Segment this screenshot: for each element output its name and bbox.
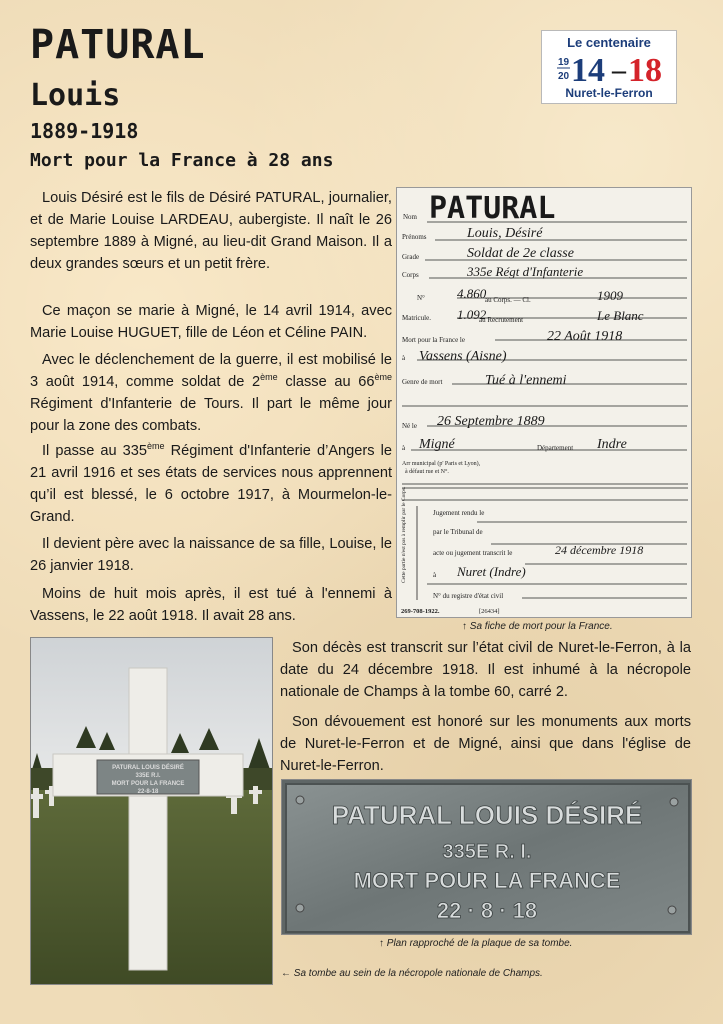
logo-dash: – bbox=[612, 55, 626, 85]
tomb-photo bbox=[30, 637, 273, 985]
cross-plate-line4: 22-8-18 bbox=[137, 789, 159, 795]
fiche-recrutement: Le Blanc bbox=[597, 308, 644, 323]
fiche-mort-scan bbox=[397, 188, 692, 618]
logo-line3: Nuret-le-Ferron bbox=[565, 86, 653, 100]
fiche-label-no: N° bbox=[417, 294, 425, 302]
tomb-photo-image bbox=[31, 638, 273, 985]
fiche-corps: 335e Régt d'Infanterie bbox=[467, 264, 584, 279]
fiche-label-recrutement: au Recrutement bbox=[479, 316, 524, 324]
centenaire-logo bbox=[541, 30, 677, 104]
plaque-photo-image bbox=[282, 780, 692, 935]
fiche-lieu-transcrit: Nuret (Indre) bbox=[457, 564, 526, 579]
bio-paragraph-3 bbox=[30, 349, 392, 437]
fiche-label-corps: Corps bbox=[402, 271, 419, 279]
logo-line1: Le centenaire bbox=[567, 35, 651, 50]
mort-subtitle: Mort pour la France à 28 ans bbox=[30, 150, 334, 171]
cross-plate-line2: 335E R.I. bbox=[135, 773, 161, 779]
bio-p4-a: Il passe au 335 bbox=[42, 443, 148, 459]
logo-1418-graphic bbox=[550, 49, 670, 85]
fiche-label-prenoms: Prénoms bbox=[402, 233, 427, 241]
bio-paragraph-7: Son décès est transcrit sur l’état civil de Nuret-le-Ferron, à la date du 24 décembre 1918. Il est inhumé à la nécropole nationale de Champs à la tombe 60, carré 2. bbox=[280, 640, 691, 700]
fiche-footer-num: [26434] bbox=[479, 608, 500, 615]
cross-plate-line3: MORT POUR LA FRANCE bbox=[111, 781, 185, 787]
cross-plate-line1: PATURAL LOUIS DÉSIRÉ bbox=[112, 765, 184, 771]
life-dates: 1889-1918 bbox=[30, 119, 139, 143]
plaque-line4: 22 · 8 · 18 bbox=[436, 898, 538, 923]
fiche-date-ne: 26 Septembre 1889 bbox=[437, 414, 545, 429]
fiche-label-ne: Né le bbox=[402, 422, 417, 430]
fiche-name: PATURAL bbox=[429, 191, 556, 226]
bio-paragraph-4 bbox=[30, 440, 392, 528]
fiche-classe: 1909 bbox=[597, 288, 623, 303]
plaque-line3: MORT POUR LA FRANCE bbox=[353, 868, 621, 893]
caption-fiche: ↑ Sa fiche de mort pour la France. bbox=[462, 621, 613, 632]
fiche-date-mort: 22 Août 1918 bbox=[547, 329, 623, 344]
fiche-mort-document bbox=[396, 187, 692, 618]
plaque-line2: 335E R. I. bbox=[442, 841, 532, 863]
fiche-label-jugement: Jugement rendu le bbox=[433, 509, 485, 517]
fiche-label-a: à bbox=[402, 354, 406, 362]
bio-p4-sup: ème bbox=[147, 441, 165, 452]
fiche-label-genre: Genre de mort bbox=[402, 378, 443, 386]
bio-p4-b: Régiment d'Infanterie d’Angers le 21 avril 1916 et ses états de services nous apprennent qu’il est blessé, le 6 octobre 1917, à Mourmelon-le-Grand. bbox=[30, 443, 392, 525]
logo-num-18: 18 bbox=[628, 52, 662, 85]
fiche-label-matricule: Matricule. bbox=[402, 314, 431, 322]
fiche-date-transcrit: 24 décembre 1918 bbox=[555, 543, 644, 557]
fiche-label-mort: Mort pour la France le bbox=[402, 336, 465, 344]
fiche-label-arr: Arr municipal (p' Paris et Lyon), bbox=[402, 461, 481, 467]
fiche-label-nom: Nom bbox=[403, 213, 417, 221]
bio-p3-c: Régiment d'Infanterie de Tours. Il part le même jour pour la zone des combats. bbox=[30, 396, 392, 434]
caption-plaque: ↑ Plan rapproché de la plaque de sa tombe. bbox=[379, 938, 573, 949]
bio-p3-sup1: ème bbox=[260, 372, 278, 383]
logo-year-bottom: 20 bbox=[558, 71, 570, 82]
fiche-label-a-2: à bbox=[402, 444, 406, 452]
fiche-no-corps: 4.860 bbox=[457, 286, 487, 301]
fiche-matricule: 1.092 bbox=[457, 307, 487, 322]
fiche-label-acte: acte ou jugement transcrit le bbox=[433, 549, 513, 557]
bio-p3-b: classe au 66 bbox=[277, 374, 375, 390]
fiche-label-arr2: à défaut rue et N°. bbox=[405, 469, 449, 475]
bio-paragraph-8: Son dévouement est honoré sur les monuments aux morts de Nuret-le-Ferron et de Migné, ainsi que dans l'église de Nuret-le-Ferron. bbox=[280, 714, 691, 774]
plaque-line1: PATURAL LOUIS DÉSIRÉ bbox=[331, 800, 643, 830]
fiche-genre: Tué à l'ennemi bbox=[485, 373, 567, 388]
fiche-lieu-ne: Migné bbox=[419, 437, 455, 452]
bio-p3-a: Avec le déclenchement de la guerre, il est mobilisé le 3 août 1914, comme soldat de 2 bbox=[30, 352, 392, 390]
fiche-lieu-mort: Vassens (Aisne) bbox=[419, 349, 507, 364]
bio-p3-sup2: ème bbox=[374, 372, 392, 383]
logo-year-top: 19 bbox=[558, 57, 570, 68]
fiche-label-tribunal: par le Tribunal de bbox=[433, 528, 483, 536]
surname-title: PATURAL bbox=[30, 22, 206, 68]
fiche-side-note: Cette partie n'est pas à remplir par le Corps. bbox=[401, 486, 407, 583]
fiche-footer-code: 269-708-1922. bbox=[401, 608, 440, 615]
bio-paragraph-1: Louis Désiré est le fils de Désiré PATURAL, journalier, et de Marie Louise LARDEAU, aubergiste. Il naît le 26 septembre 1889 à Migné, au lieu-dit Grand Maison. Il a deux grandes sœurs et un petit frère. bbox=[30, 190, 392, 272]
fiche-dept: Indre bbox=[597, 437, 627, 452]
fiche-label-grade: Grade bbox=[402, 253, 420, 261]
fiche-grade: Soldat de 2e classe bbox=[467, 246, 574, 261]
bio-paragraph-5: Il devient père avec la naissance de sa fille, Louise, le 26 janvier 1918. bbox=[30, 536, 392, 574]
bio-paragraph-6: Moins de huit mois après, il est tué à l'ennemi à Vassens, le 22 août 1918. Il avait 28 ans. bbox=[30, 586, 392, 624]
caption-tombe: ← Sa tombe au sein de la nécropole nationale de Champs. bbox=[281, 968, 543, 979]
fiche-label-registre: N° du registre d'état civil bbox=[433, 592, 504, 600]
fiche-label-au-corps: au Corps. — Cl. bbox=[485, 296, 531, 304]
fiche-prenoms: Louis, Désiré bbox=[467, 226, 543, 241]
bio-paragraph-2: Ce maçon se marie à Migné, le 14 avril 1914, avec Marie Louise HUGUET, fille de Léon et Céline PAIN. bbox=[30, 303, 392, 341]
firstname-title: Louis bbox=[30, 78, 121, 113]
plaque-photo bbox=[281, 779, 692, 935]
logo-num-14: 14 bbox=[571, 52, 605, 85]
fiche-label-a-3: à bbox=[433, 571, 437, 579]
fiche-label-dept: Département bbox=[537, 444, 574, 452]
